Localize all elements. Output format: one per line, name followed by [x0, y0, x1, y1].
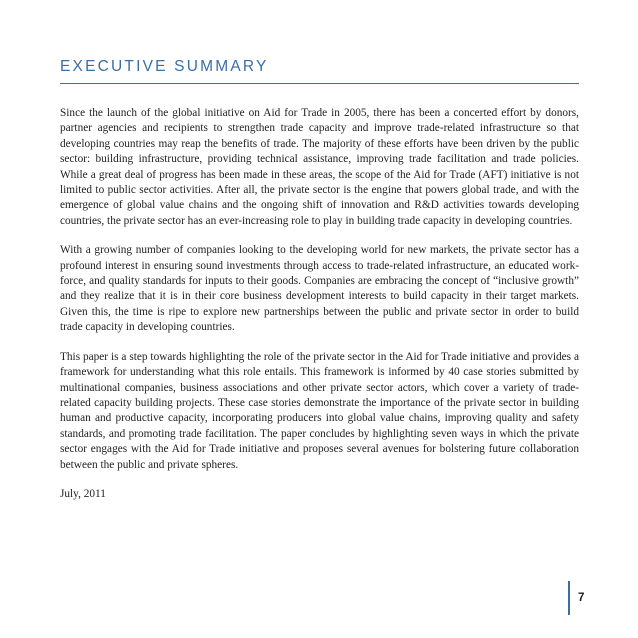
- section-title: EXECUTIVE SUMMARY: [60, 58, 269, 75]
- page-footer: [568, 581, 584, 615]
- footer-rule: [568, 581, 570, 615]
- summary-body: [60, 106, 579, 502]
- title-rule: [60, 83, 579, 84]
- summary-date: July, 2011: [60, 487, 106, 500]
- summary-paragraph-2: With a growing number of companies looking to the developing world for new markets, the private sector has a profound interest in ensuring sound investments through access to trade-related infrastructure, an educated work-force, and quality standards for inputs to their goods. Companies are embracing the concept of “inclusive growth” and they realize that it is in their core business development interests to build capacity in their target markets. Given this, the time is ripe to explore new partnerships between the public and private sector in order to build trade capacity in developing countries.: [60, 244, 579, 334]
- summary-paragraph-3: This paper is a step towards highlighting the role of the private sector in the Aid for Trade initiative and provides a framework for understanding what this role entails. This framework is informed by 40 case stories submitted by multinational companies, business associations and other private sector actors, which cover a variety of trade-related capacity building projects. These case stories demonstrate the importance of the private sector in building human and productive capacity, incorporating producers into global value chains, improving quality and safety standards, and promoting trade facilitation. The paper concludes by highlighting seven ways in which the private sector engages with the Aid for Trade initiative and proposes several avenues for bolstering future collaboration between the public and private spheres.: [60, 350, 579, 471]
- summary-paragraph-1: Since the launch of the global initiative on Aid for Trade in 2005, there has been a concerted effort by donors, partner agencies and recipients to strengthen trade capacity and improve trade-related infrastructure so that developing countries may reap the benefits of trade. The majority of these efforts have been driven by the public sector: building infrastructure, providing technical assistance, improving trade facilitation and trade policies. While a great deal of progress has been made in these areas, the scope of the Aid for Trade (AFT) initiative is not limited to public sector activities. After all, the private sector is the engine that powers global trade, and with the emergence of global value chains and the ongoing shift of innovation and R&D activities towards developing countries, the private sector has an ever-increasing role to play in building trade capacity in developing countries.: [60, 107, 579, 227]
- page-number: 7: [578, 592, 585, 604]
- section-header: [60, 58, 579, 84]
